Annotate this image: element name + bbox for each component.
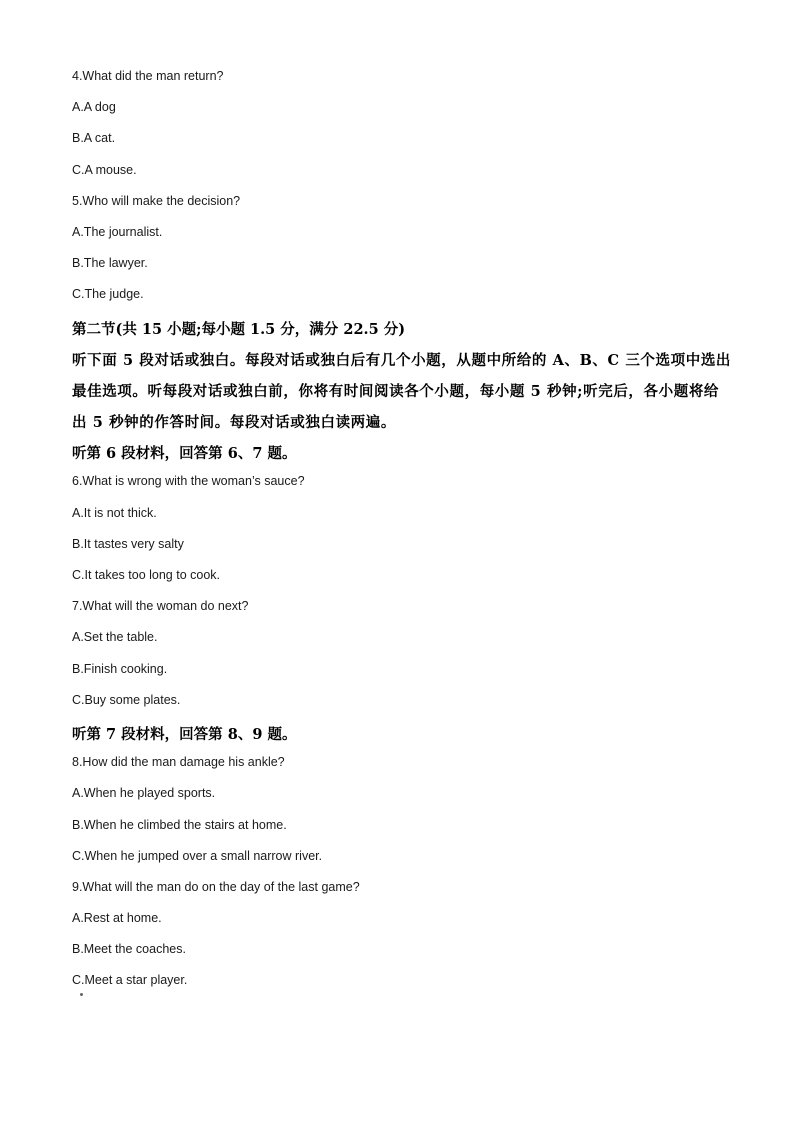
- question-9: 9.What will the man do on the day of the last game?: [72, 879, 360, 894]
- option-4a: A.A dog: [72, 100, 116, 115]
- question-8: 8.How did the man damage his ankle?: [72, 755, 285, 770]
- option-4b: B.A cat.: [72, 131, 116, 146]
- option-7a: A.Set the table.: [72, 630, 158, 645]
- option-5a: A.The journalist.: [72, 224, 163, 239]
- option-8b: B.When he climbed the stairs at home.: [72, 817, 287, 832]
- option-6a: A.It is not thick.: [72, 505, 157, 520]
- material-7-heading: 听第 7 段材料，回答第 8、9 题。: [72, 725, 297, 743]
- question-6: 6.What is wrong with the woman’s sauce?: [72, 474, 305, 489]
- option-8a: A.When he played sports.: [72, 786, 216, 801]
- option-4c: C.A mouse.: [72, 162, 137, 177]
- option-5b: B.The lawyer.: [72, 256, 148, 271]
- option-7c: C.Buy some plates.: [72, 692, 181, 707]
- option-9a: A.Rest at home.: [72, 911, 162, 926]
- question-4: 4.What did the man return?: [72, 69, 224, 83]
- question-7: 7.What will the woman do next?: [72, 599, 249, 614]
- option-9b: B.Meet the coaches.: [72, 942, 186, 957]
- section-two-instructions: 听下面 5 段对话或独白。每段对话或独白后有几个小题，从题中所给的 A、B、C 三个选项中选出最佳选项。听每段对话或独白前，你将有时间阅读各个小题，每小题 5 秒钟;听完后，各小题将给出 5 秒钟的作答时间。每段对话或独白读两遍。: [72, 351, 732, 432]
- stray-mark: [80, 993, 83, 996]
- material-6-heading: 听第 6 段材料，回答第 6、7 题。: [72, 445, 297, 463]
- option-8c: C.When he jumped over a small narrow river.: [72, 848, 323, 863]
- question-5: 5.Who will make the decision?: [72, 193, 241, 208]
- option-6c: C.It takes too long to cook.: [72, 568, 220, 583]
- section-two-heading: 第二节(共 15 小题;每小题 1.5 分，满分 22.5 分): [72, 320, 406, 338]
- option-7b: B.Finish cooking.: [72, 661, 168, 676]
- option-9c: C.Meet a star player.: [72, 973, 188, 988]
- option-6b: B.It tastes very salty: [72, 536, 184, 551]
- option-5c: C.The judge.: [72, 287, 144, 302]
- exam-page: [72, 64, 732, 1000]
